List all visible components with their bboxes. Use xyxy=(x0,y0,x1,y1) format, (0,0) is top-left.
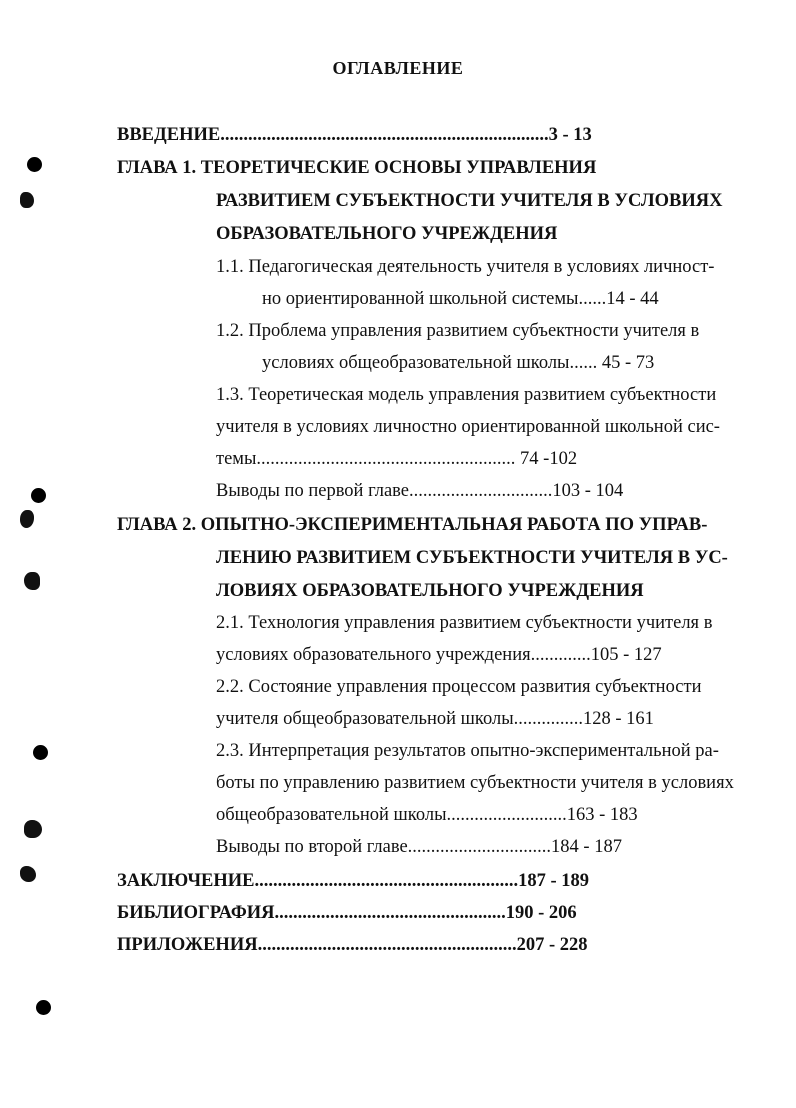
toc-section-1-2-line1: 1.2. Проблема управления развитием субъектности учителя в xyxy=(216,321,700,341)
toc-chapter2-conclusions: Выводы по второй главе...............................184 - 187 xyxy=(216,837,622,857)
toc-intro: ВВЕДЕНИЕ.......................................................................3 - 13 xyxy=(117,125,592,145)
toc-section-1-1-line1: 1.1. Педагогическая деятельность учителя в условиях личност- xyxy=(216,257,715,277)
toc-chapter1-heading: ГЛАВА 1. ТЕОРЕТИЧЕСКИЕ ОСНОВЫ УПРАВЛЕНИЯ xyxy=(117,158,597,178)
toc-chapter2-title-line2: ЛЕНИЮ РАЗВИТИЕМ СУБЪЕКТНОСТИ УЧИТЕЛЯ В УС- xyxy=(216,548,728,568)
punch-hole-mark xyxy=(36,1000,51,1015)
toc-chapter1-conclusions: Выводы по первой главе...............................103 - 104 xyxy=(216,481,624,501)
toc-chapter2-heading: ГЛАВА 2. ОПЫТНО-ЭКСПЕРИМЕНТАЛЬНАЯ РАБОТА ПО УПРАВ- xyxy=(117,515,708,535)
toc-section-1-3-line3: темы........................................................ 74 -102 xyxy=(216,449,578,469)
punch-hole-mark xyxy=(33,745,48,760)
ink-blot-mark xyxy=(20,192,34,208)
toc-section-1-1-line2: но ориентированной школьной системы......14 - 44 xyxy=(262,289,659,309)
toc-chapter1-title-line3: ОБРАЗОВАТЕЛЬНОГО УЧРЕЖДЕНИЯ xyxy=(216,224,558,244)
punch-hole-mark xyxy=(31,488,46,503)
toc-section-2-3-line1: 2.3. Интерпретация результатов опытно-экспериментальной ра- xyxy=(216,741,719,761)
toc-chapter1-title-line2: РАЗВИТИЕМ СУБЪЕКТНОСТИ УЧИТЕЛЯ В УСЛОВИЯХ xyxy=(216,191,723,211)
toc-bibliography: БИБЛИОГРАФИЯ..................................................190 - 206 xyxy=(117,903,577,923)
toc-section-1-2-line2: условиях общеобразовательной школы...... 45 - 73 xyxy=(262,353,655,373)
page-title: ОГЛАВЛЕНИЕ xyxy=(332,58,464,78)
ink-blot-mark xyxy=(20,510,34,528)
toc-section-2-2-line1: 2.2. Состояние управления процессом развития субъектности xyxy=(216,677,702,697)
ink-blot-mark xyxy=(24,820,42,838)
toc-section-1-3-line2: учителя в условиях личностно ориентированной школьной сис- xyxy=(216,417,720,437)
toc-section-1-3-line1: 1.3. Теоретическая модель управления развитием субъектности xyxy=(216,385,717,405)
toc-section-2-3-line2: боты по управлению развитием субъектности учителя в условиях xyxy=(216,773,734,793)
toc-appendices: ПРИЛОЖЕНИЯ........................................................207 - 228 xyxy=(117,935,588,955)
toc-section-2-2-line2: учителя общеобразовательной школы...............128 - 161 xyxy=(216,709,654,729)
toc-chapter2-title-line3: ЛОВИЯХ ОБРАЗОВАТЕЛЬНОГО УЧРЕЖДЕНИЯ xyxy=(216,581,644,601)
toc-section-2-3-line3: общеобразовательной школы..........................163 - 183 xyxy=(216,805,638,825)
toc-section-2-1-line1: 2.1. Технология управления развитием субъектности учителя в xyxy=(216,613,713,633)
punch-hole-mark xyxy=(27,157,42,172)
toc-section-2-1-line2: условиях образовательного учреждения.............105 - 127 xyxy=(216,645,662,665)
ink-blot-mark xyxy=(20,866,36,882)
ink-blot-mark xyxy=(24,572,40,590)
toc-conclusion: ЗАКЛЮЧЕНИЕ.........................................................187 - 189 xyxy=(117,871,590,891)
